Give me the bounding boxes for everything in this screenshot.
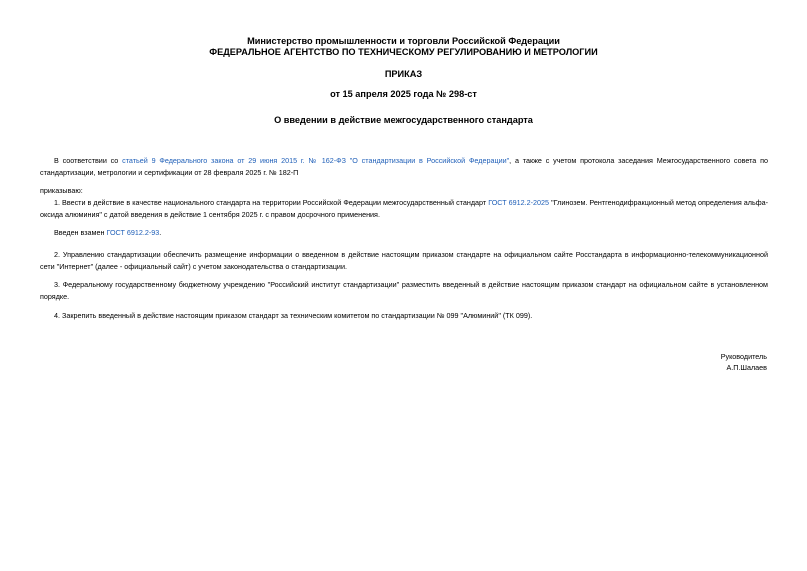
law-article-link[interactable]: статьей 9 Федерального закона от 29 июня 2015 г. № 162-ФЗ "О стандартизации в Российской Федерации" [122, 156, 510, 165]
item-3-paragraph: 3. Федеральному государственному бюджетному учреждению "Российский институт стандартизации" разместить введенный в действие настоящим приказом стандарт на официальном сайте в установленном порядке. [40, 280, 768, 301]
item-4-paragraph: 4. Закрепить введенный в действие настоящим приказом стандарт за техническим комитетом по стандартизации № 099 "Алюминий" (ТК 099). [54, 311, 533, 320]
item-2-paragraph: 2. Управлению стандартизации обеспечить размещение информации о введенном в действие настоящим приказом стандарте на официальном сайте Росстандарта в информационно-телекоммуникационной сети "Интернет" (далее - официальный сайт) с учетом законодательства о стандартизации. [40, 250, 768, 271]
replaced-rest: . [159, 228, 162, 237]
preamble-paragraph [40, 155, 768, 178]
item-1-lead: 1. Ввести в действие в качестве национального стандарта на территории Российской Федерации межгосударственный стандарт [54, 198, 489, 207]
replaced-lead: Введен взамен [54, 228, 107, 237]
signature-title: Руководитель [720, 352, 767, 361]
gost-93-link[interactable]: ГОСТ 6912.2-93 [106, 228, 160, 237]
doc-subject: О введении в действие межгосударственного стандарта [274, 115, 533, 125]
replaced-paragraph [40, 227, 768, 239]
ministry-name: Министерство промышленности и торговли Российской Федерации [247, 36, 560, 46]
order-word: приказываю: [40, 186, 83, 195]
doc-date-number: от 15 апреля 2025 года № 298-ст [330, 89, 477, 99]
item-1-paragraph [40, 197, 768, 220]
preamble-rest: , а также с учетом протокола заседания Межгосударственного совета по стандартизации, метрологии и сертификации от 28 февраля 2025 г. № 182-П [40, 156, 768, 177]
item-1-rest: "Глинозем. Рентгенодифракционный метод определения альфа-оксида алюминия" с датой введения в действие 1 сентября 2025 г. с правом досрочного применения. [40, 198, 769, 219]
agency-name: ФЕДЕРАЛЬНОЕ АГЕНТСТВО ПО ТЕХНИЧЕСКОМУ РЕГУЛИРОВАНИЮ И МЕТРОЛОГИИ [209, 47, 598, 57]
gost-2025-link[interactable]: ГОСТ 6912.2-2025 [488, 198, 550, 207]
doc-type: ПРИКАЗ [384, 69, 423, 79]
signature-name: А.П.Шалаев [726, 363, 767, 372]
preamble-lead: В соответствии со [54, 156, 123, 165]
